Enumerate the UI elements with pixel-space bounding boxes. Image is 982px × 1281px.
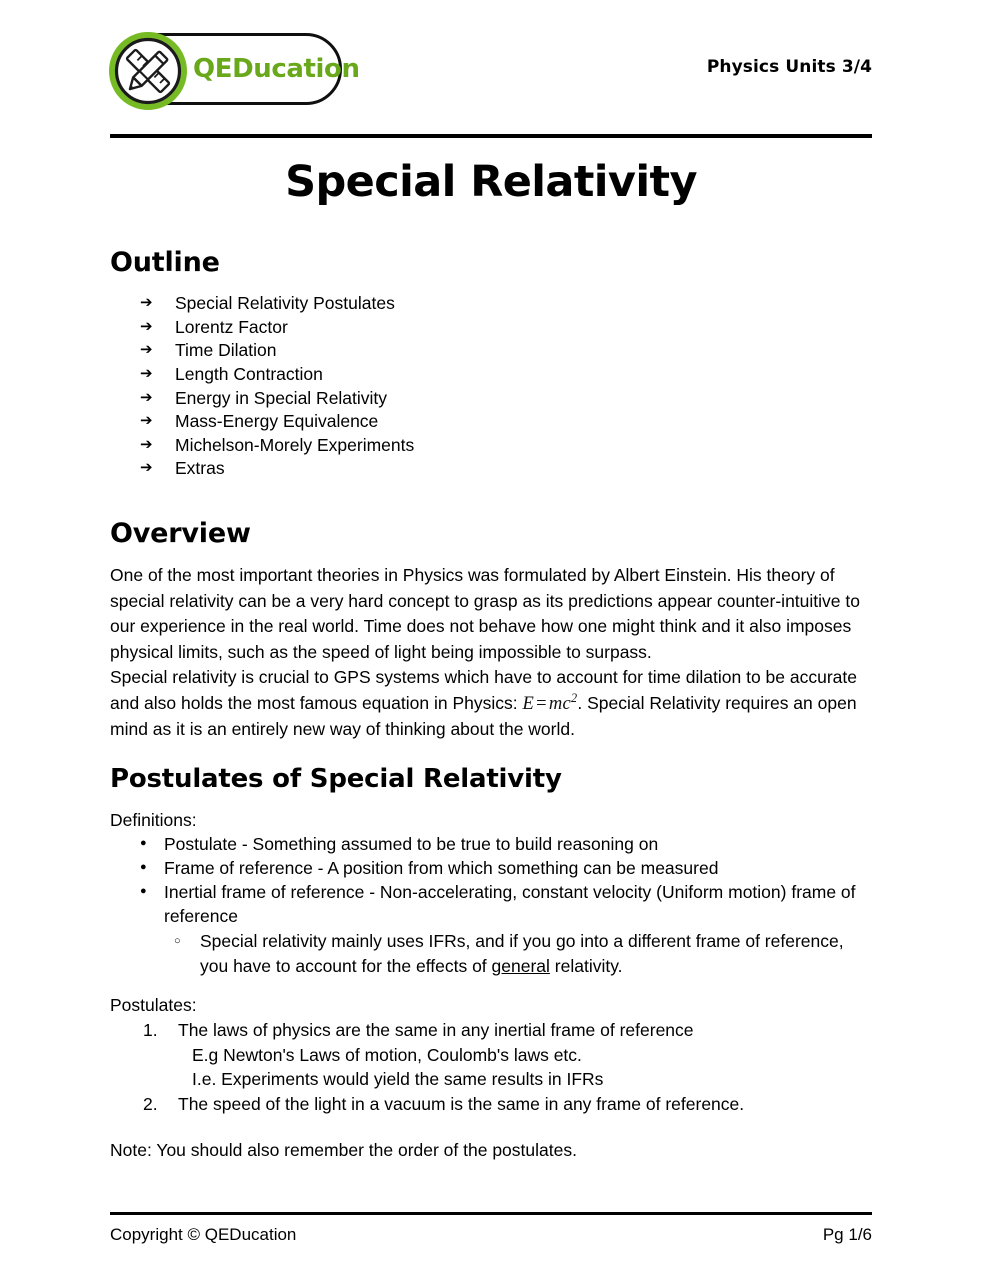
- list-item: The speed of the light in a vacuum is the same in any frame of reference.: [178, 1093, 745, 1114]
- list-item: ➔ Mass-Energy Equivalence: [140, 410, 875, 434]
- spacer: [110, 743, 875, 765]
- spacer: [110, 980, 875, 993]
- list-item: ● Postulate - Something assumed to be true to build reasoning on: [136, 833, 875, 857]
- list-item: ➔ Lorentz Factor: [140, 316, 875, 340]
- list-item: ➔ Extras: [140, 457, 875, 481]
- ifr-subnote-emphasis: general: [491, 956, 550, 977]
- footer-divider: [110, 1212, 872, 1215]
- equation-rhs-exponent: 2: [570, 690, 578, 705]
- list-item: ➔ Michelson-Morely Experiments: [140, 434, 875, 458]
- ifr-subnote-lead: Special relativity mainly uses IFRs, and if you go into a different frame of reference, you have to account for the effects of: [200, 930, 844, 977]
- pencil-ruler-circle-icon: [109, 32, 187, 110]
- header-divider: [110, 134, 872, 138]
- list-item: ➔ Special Relativity Postulates: [140, 292, 875, 316]
- list-item: ● Inertial frame of reference - Non-accelerating, constant velocity (Uniform motion) frame of reference: [136, 881, 875, 929]
- postulates-list-continued: [110, 1092, 875, 1117]
- document-body: [110, 248, 875, 1164]
- definitions-list: [110, 833, 875, 928]
- overview-paragraph-1: One of the most important theories in Physics was formulated by Albert Einstein. His theory of special relativity can be a very hard concept to grasp as its predictions appear counter-intuitive to our experience in the real world. Time does not behave how one might think and it also imposes physical limits, such as the speed of light being impossible to surpass.: [110, 565, 860, 662]
- spacer: [110, 1116, 875, 1138]
- postulates-note: Note: You should also remember the order of the postulates.: [110, 1140, 577, 1161]
- outline-heading: Outline: [110, 247, 220, 278]
- overview-paragraph-2-tail: . Special Relativity requires an open mind as it is an entirely new way of thinking about the world.: [110, 692, 857, 740]
- brand-wordmark: QEDucation: [193, 54, 360, 84]
- page-title: Special Relativity: [285, 157, 697, 207]
- postulate-1-example-1: E.g Newton's Laws of motion, Coulomb's laws etc.: [192, 1044, 582, 1065]
- outline-list: [110, 292, 875, 481]
- postulates-list: [110, 1018, 875, 1043]
- list-item: ● Frame of reference - A position from which something can be measured: [136, 857, 875, 881]
- equation-operator: =: [536, 693, 547, 714]
- list-item: ➔ Length Contraction: [140, 363, 875, 387]
- unit-label: Physics Units 3/4: [706, 57, 872, 77]
- equation-rhs-base: mc: [548, 693, 571, 714]
- list-item: The laws of physics are the same in any inertial frame of reference: [178, 1020, 694, 1041]
- overview-paragraph-2-lead: Special relativity is crucial to GPS systems which have to account for time dilation to be accurate and also holds the most famous equation in Physics:: [110, 667, 857, 713]
- page-header: [110, 28, 872, 110]
- list-item: ➔ Energy in Special Relativity: [140, 387, 875, 411]
- overview-heading: Overview: [110, 517, 251, 549]
- definitions-label: Definitions:: [110, 809, 197, 830]
- equation-lhs: E: [522, 693, 535, 714]
- overview-paragraph-2: [110, 665, 875, 743]
- list-item: ➔ Time Dilation: [140, 339, 875, 363]
- postulate-1-example-2: I.e. Experiments would yield the same results in IFRs: [192, 1069, 604, 1090]
- brand-logo: [110, 33, 360, 105]
- list-item: [170, 929, 875, 980]
- copyright-text: Copyright © QEDucation: [110, 1225, 297, 1244]
- postulates-label: Postulates:: [110, 994, 197, 1015]
- page-number: Pg 1/6: [822, 1225, 872, 1244]
- spacer: [110, 481, 875, 519]
- mass-energy-equation: [522, 690, 578, 714]
- page-footer: [110, 1225, 872, 1245]
- postulates-heading: Postulates of Special Relativity: [110, 763, 562, 794]
- ifr-subnote-list: [110, 929, 875, 980]
- ifr-subnote-tail: relativity.: [549, 956, 623, 977]
